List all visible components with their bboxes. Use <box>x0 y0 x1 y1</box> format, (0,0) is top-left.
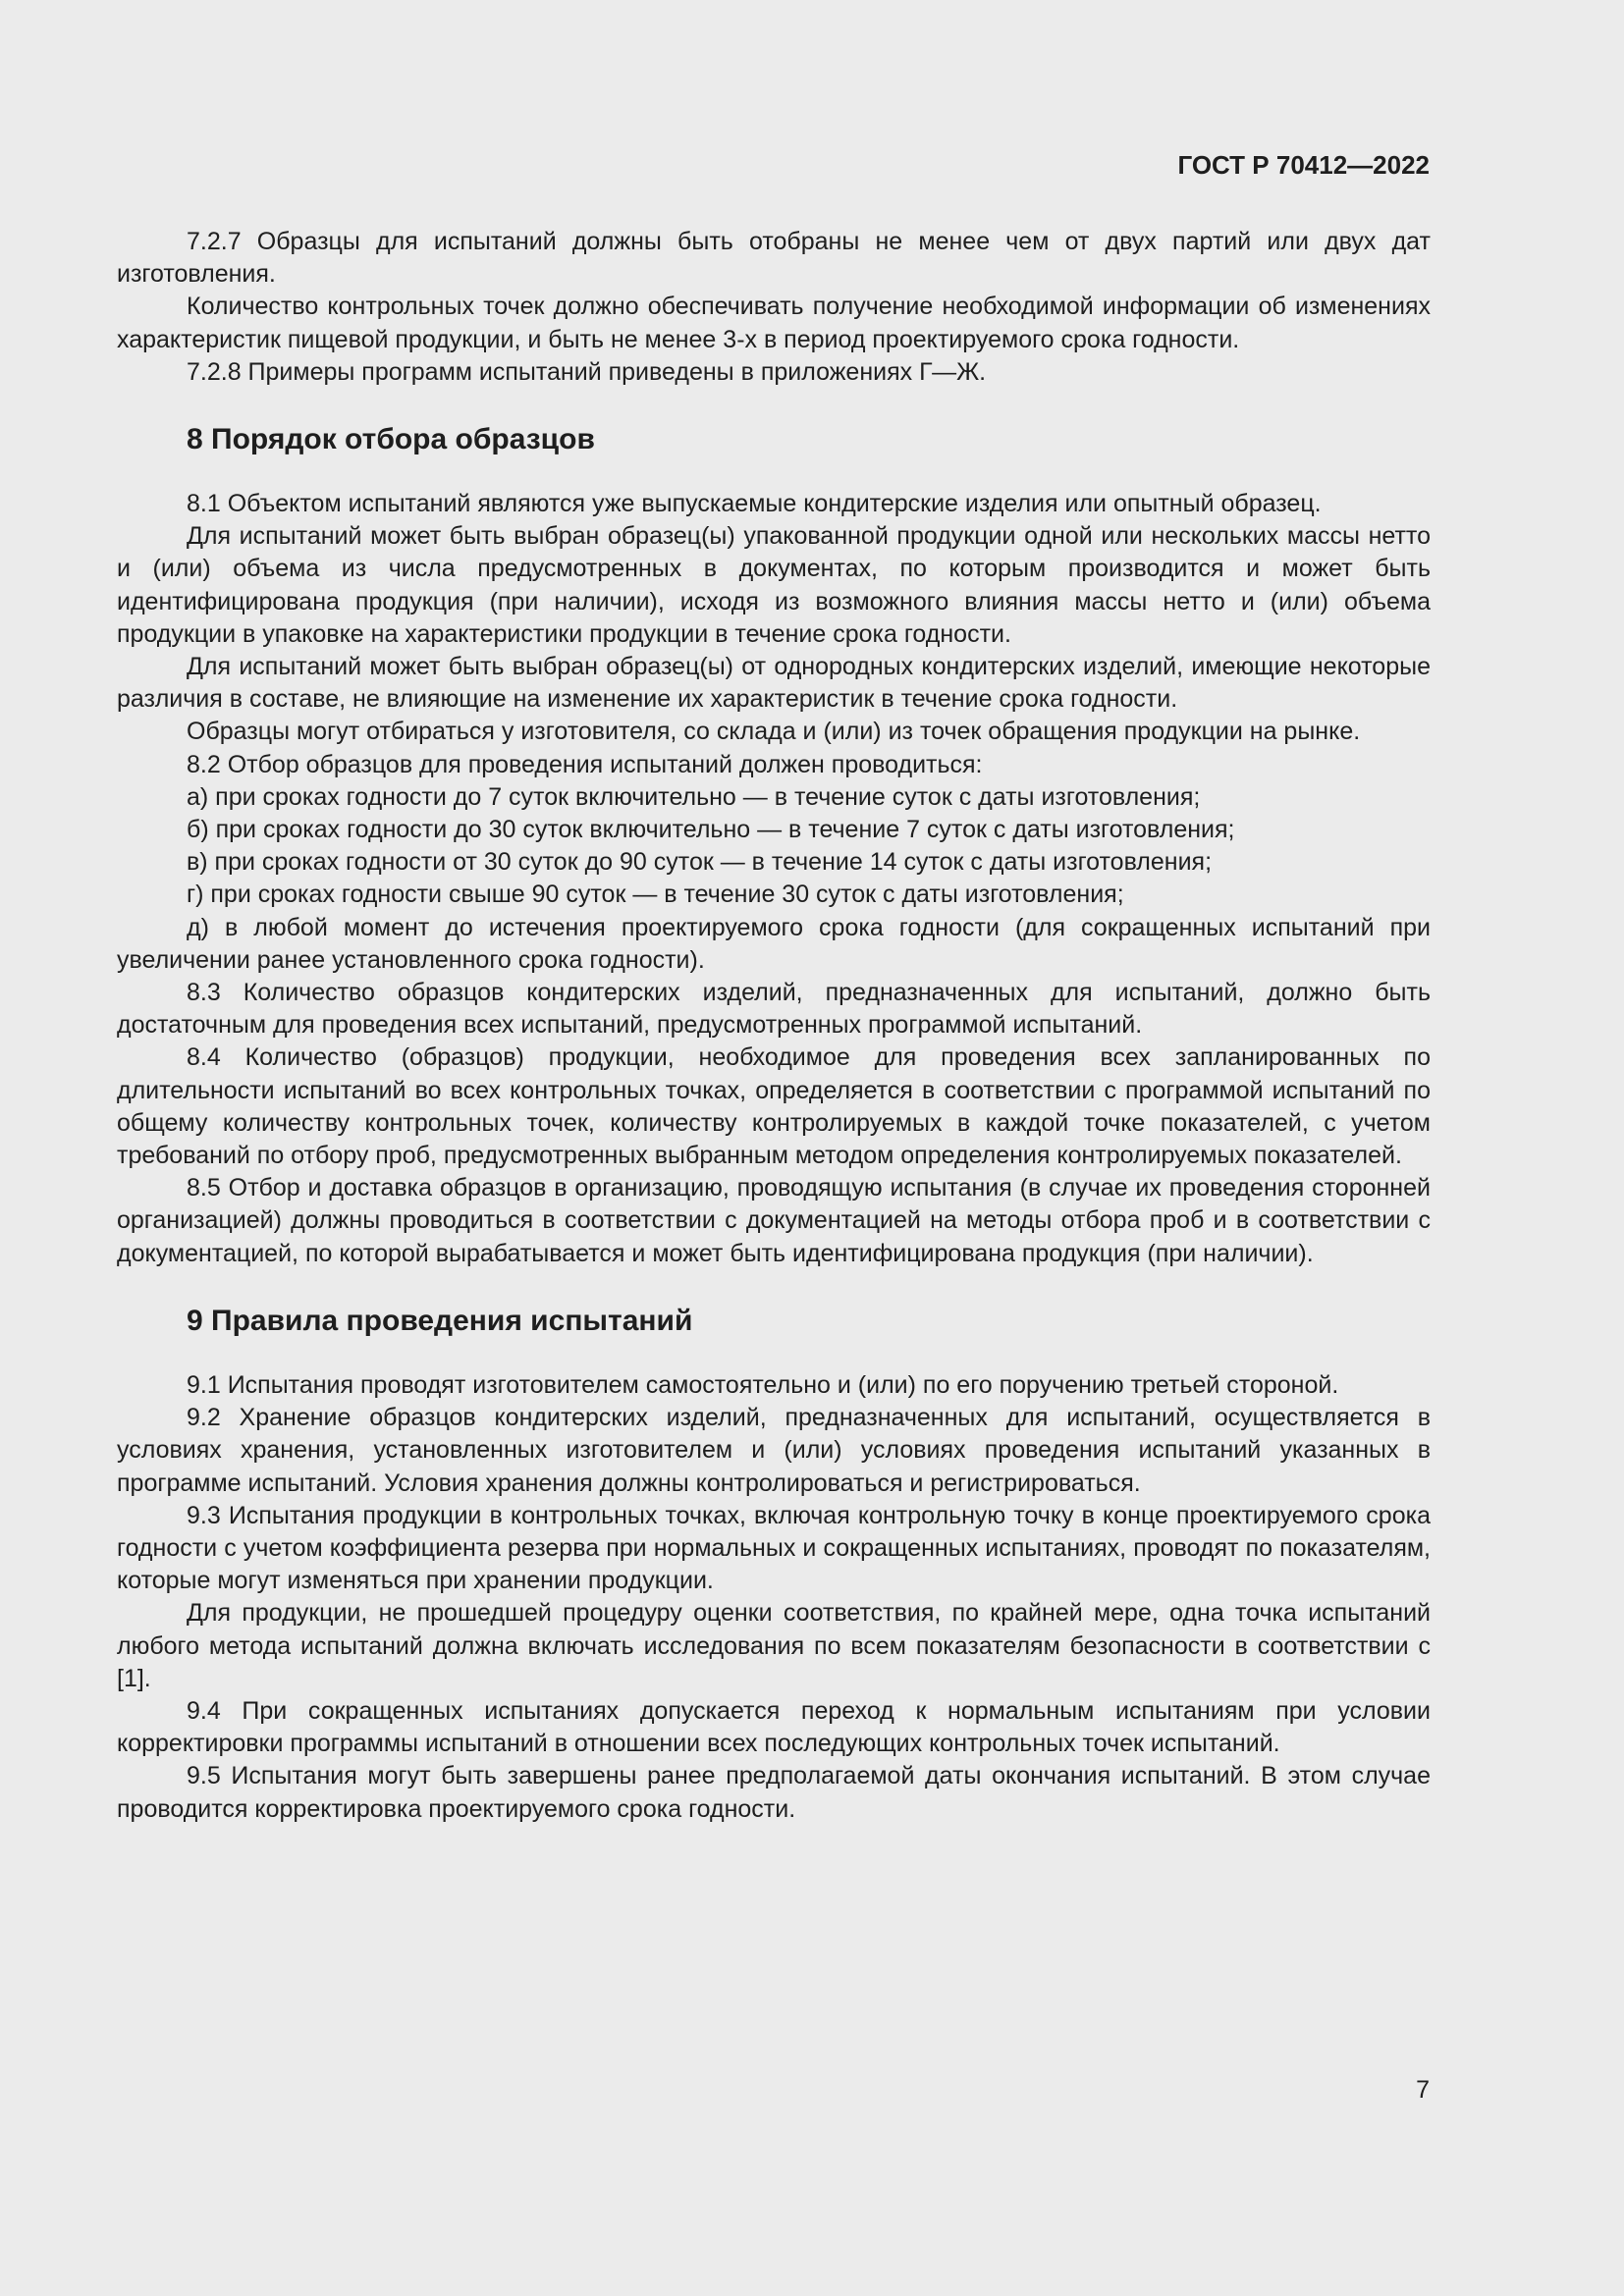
paragraph-control-points: Количество контрольных точек должно обеспечивать получение необходимой информации об изменениях характеристик пищевой продукции, и быть не менее 3-х в период проектируемого срока годности. <box>117 293 1431 353</box>
paragraph-9-2: 9.2 Хранение образцов кондитерских изделий, предназначенных для испытаний, осуществляется в условиях хранения, установленных изготовителем и (или) условиях проведения испытаний указанных в программе испытаний. Условия хранения должны контролироваться и регистрироваться. <box>117 1404 1431 1497</box>
list-item-d: г) при сроках годности свыше 90 суток — в течение 30 суток с даты изготовления; <box>187 881 1124 909</box>
paragraph-7-2-8: 7.2.8 Примеры программ испытаний приведены в приложениях Г—Ж. <box>187 357 987 386</box>
paragraph-8-3: 8.3 Количество образцов кондитерских изделий, предназначенных для испытаний, должно быть достаточным для проведения всех испытаний, предусмотренных программой испытаний. <box>117 979 1431 1040</box>
list-item-c: в) при сроках годности от 30 суток до 90 суток — в течение 14 суток с даты изготовления; <box>187 848 1213 877</box>
list-item-e: д) в любой момент до истечения проектируемого срока годности (для сокращенных испытаний при увеличении ранее установленного срока годности). <box>117 913 1431 974</box>
page-number: 7 <box>1416 2076 1430 2104</box>
document-code: ГОСТ Р 70412—2022 <box>1177 150 1430 180</box>
section-9-heading: 9 Правила проведения испытаний <box>187 1304 693 1337</box>
page-content <box>117 226 1431 1826</box>
paragraph-8-1-homogeneous: Для испытаний может быть выбран образец(ы) от однородных кондитерских изделий, имеющие некоторые различия в составе, не влияющие на изменение их характеристик в течение срока годности. <box>117 653 1431 714</box>
paragraph-8-4: 8.4 Количество (образцов) продукции, необходимое для проведения всех запланированных по длительности испытаний во всех контрольных точках, определяется в соответствии с программой испытаний по общему количеству контрольных точек, количеству контролируемых в каждой точке показателей, с учетом требований по отбору проб, предусмотренных выбранным методом определения контролируемых показателей. <box>117 1043 1431 1170</box>
list-item-b: б) при сроках годности до 30 суток включительно — в течение 7 суток с даты изготовления; <box>187 816 1235 844</box>
section-8-heading: 8 Порядок отбора образцов <box>187 423 595 456</box>
paragraph-8-2: 8.2 Отбор образцов для проведения испытаний должен проводиться: <box>187 750 983 778</box>
paragraph-8-1-sources: Образцы могут отбираться у изготовителя, со склада и (или) из точек обращения продукции на рынке. <box>187 718 1361 746</box>
paragraph-8-5: 8.5 Отбор и доставка образцов в организацию, проводящую испытания (в случае их проведения сторонней организацией) должны проводиться в соответствии с документацией на методы отбора проб и в соответствии с документацией, по которой вырабатывается и может быть идентифицирована продукция (при наличии). <box>117 1174 1431 1267</box>
paragraph-9-1: 9.1 Испытания проводят изготовителем самостоятельно и (или) по его поручению третьей стороной. <box>187 1370 1339 1399</box>
list-item-a: а) при сроках годности до 7 суток включительно — в течение суток с даты изготовления; <box>187 782 1201 811</box>
paragraph-9-3-safety: Для продукции, не прошедшей процедуру оценки соответствия, по крайней мере, одна точка испытаний любого метода испытаний должна включать исследования по всем показателям безопасности в соответствии с [1]. <box>117 1599 1431 1692</box>
paragraph-8-1: 8.1 Объектом испытаний являются уже выпускаемые кондитерские изделия или опытный образец. <box>187 490 1322 518</box>
paragraph-9-3: 9.3 Испытания продукции в контрольных точках, включая контрольную точку в конце проектируемого срока годности с учетом коэффициента резерва при нормальных и сокращенных испытаниях, проводят по показателям, которые могут изменяться при хранении продукции. <box>117 1501 1431 1595</box>
paragraph-7-2-7: 7.2.7 Образцы для испытаний должны быть отобраны не менее чем от двух партий или двух дат изготовления. <box>117 228 1431 289</box>
paragraph-9-4: 9.4 При сокращенных испытаниях допускается переход к нормальным испытаниям при условии корректировки программы испытаний в отношении всех последующих контрольных точек испытаний. <box>117 1696 1431 1758</box>
paragraph-9-5: 9.5 Испытания могут быть завершены ранее предполагаемой даты окончания испытаний. В этом случае проводится корректировка проектируемого срока годности. <box>117 1762 1431 1823</box>
paragraph-8-1-packaged: Для испытаний может быть выбран образец(ы) упакованной продукции одной или нескольких массы нетто и (или) объема из числа предусмотренных в документах, по которым производится и может быть идентифицирована продукция (при наличии), исходя из возможного влияния массы нетто и (или) объема продукции в упаковке на характеристики продукции в течение срока годности. <box>117 522 1431 648</box>
